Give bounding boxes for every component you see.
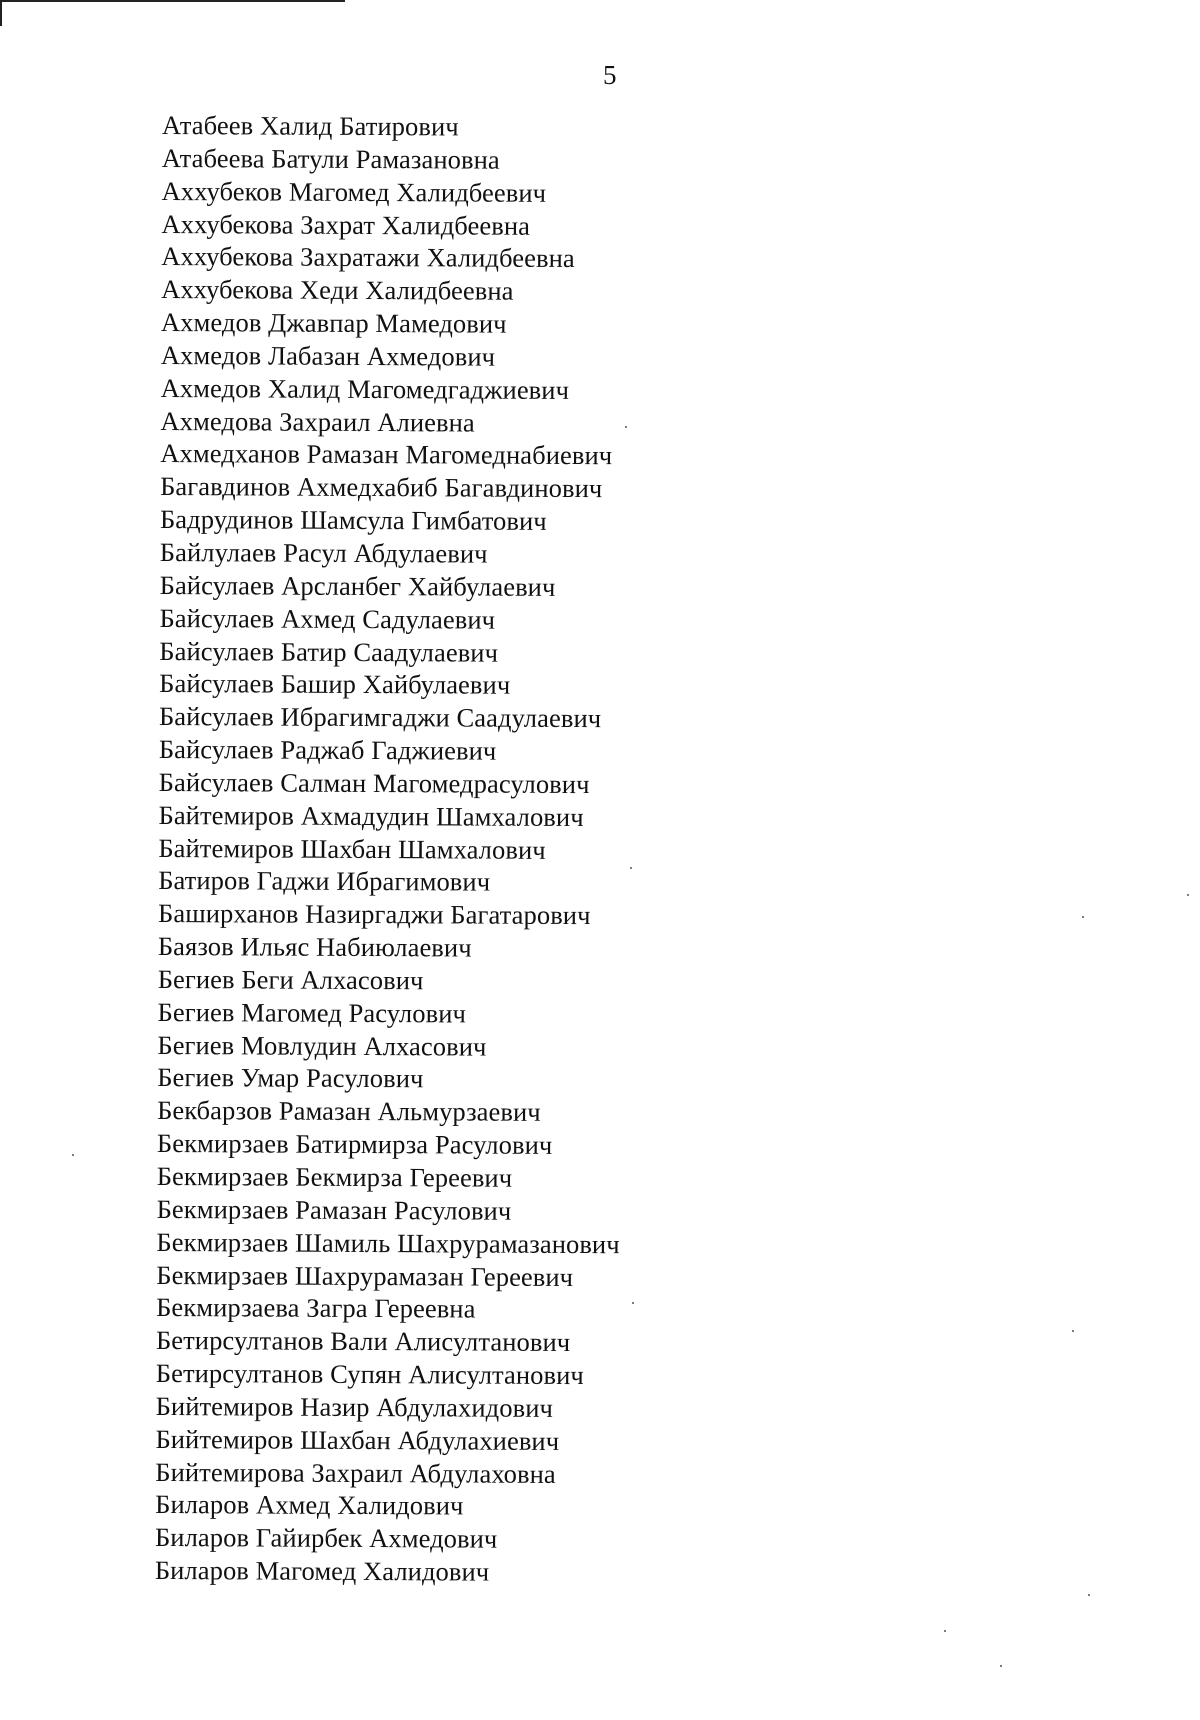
name-entry: Биларов Магомед Халидович [154, 1555, 490, 1587]
scan-speck [1082, 916, 1084, 918]
name-entry: Бекмирзаев Бекмирза Гереевич [156, 1160, 513, 1193]
name-entry: Бетирсултанов Вали Алисултанович [155, 1325, 571, 1358]
name-entry: Байлулаев Расул Абдулаевич [159, 536, 488, 569]
name-entry: Ахмедова Захраил Алиевна [160, 405, 475, 438]
name-entry: Атабеева Батули Рамазановна [161, 142, 500, 175]
name-entry: Бийтемиров Назир Абдулахидович [155, 1390, 554, 1423]
name-entry: Бегиев Умар Расулович [157, 1062, 424, 1094]
name-entry: Багавдинов Ахмедхабиб Багавдинович [160, 471, 603, 504]
scan-border-left [0, 0, 2, 26]
names-list [155, 109, 625, 1589]
scan-speck [944, 1630, 946, 1632]
name-entry: Аххубекова Захратажи Халидбеевна [161, 241, 575, 274]
scan-speck [625, 426, 627, 428]
name-entry: Байсулаев Арсланбег Хайбулаевич [159, 569, 556, 602]
name-entry: Бекмирзаев Рамазан Расулович [156, 1193, 512, 1226]
name-entry: Бадрудинов Шамсула Гимбатович [159, 504, 547, 537]
name-entry: Ахмедов Джавпар Мамедович [160, 307, 507, 339]
name-entry: Ахмедов Лабазан Ахмедович [160, 339, 496, 372]
name-entry: Бекмирзаева Загра Гереевна [156, 1292, 476, 1324]
name-entry: Байтемиров Шахбан Шамхалович [158, 832, 546, 865]
name-entry: Ахмедханов Рамазан Магомеднабиевич [160, 438, 613, 471]
name-entry: Баширханов Назиргаджи Багатарович [157, 898, 591, 931]
name-entry: Аххубекова Хеди Халидбеевна [161, 274, 514, 306]
scan-speck [632, 1302, 634, 1304]
name-entry: Биларов Гайирбек Ахмедович [154, 1522, 498, 1554]
name-entry: Биларов Ахмед Халидович [155, 1489, 464, 1521]
name-entry: Батиров Гаджи Ибрагимович [158, 865, 491, 898]
name-entry: Байсулаев Раджаб Гаджиевич [158, 734, 497, 766]
scan-speck [1088, 1594, 1090, 1596]
name-entry: Бекмирзаев Батирмирза Расулович [156, 1128, 553, 1161]
scan-speck [1072, 1330, 1074, 1332]
name-entry: Бекбарзов Рамазан Альмурзаевич [157, 1095, 541, 1128]
name-entry: Бийтемирова Захраил Абдулаховна [155, 1456, 556, 1489]
scan-speck [72, 1154, 74, 1156]
name-entry: Бекмирзаев Шамиль Шахрурамазанович [156, 1226, 620, 1259]
page-number: 5 [603, 60, 617, 90]
scan-speck [630, 867, 632, 869]
name-entry: Бетирсултанов Супян Алисултанович [155, 1358, 584, 1391]
scan-speck [1187, 894, 1189, 896]
name-entry: Аххубеков Магомед Халидбеевич [161, 175, 547, 208]
scan-border-top [0, 0, 345, 2]
name-entry: Бегиев Беги Алхасович [157, 963, 424, 996]
name-entry: Байтемиров Ахмадудин Шамхалович [158, 799, 584, 832]
name-entry: Бегиев Мовлудин Алхасович [157, 1029, 487, 1062]
name-entry: Байсулаев Салман Магомедрасулович [158, 766, 590, 799]
name-entry: Аххубекова Захрат Халидбеевна [161, 208, 531, 241]
name-entry: Ахмедов Халид Магомедгаджиевич [160, 372, 570, 405]
name-entry: Атабеев Халид Батирович [161, 109, 459, 142]
name-entry: Баязов Ильяс Набиюлаевич [157, 931, 472, 963]
name-entry: Байсулаев Башир Хайбулаевич [159, 668, 511, 701]
scan-speck [1000, 1665, 1002, 1667]
name-entry: Бийтемиров Шахбан Абдулахиевич [155, 1423, 560, 1456]
name-entry: Бегиев Магомед Расулович [157, 996, 467, 1029]
name-entry: Байсулаев Ибрагимгаджи Саадулаевич [158, 701, 602, 734]
name-entry: Байсулаев Ахмед Садулаевич [159, 602, 496, 635]
name-entry: Байсулаев Батир Саадулаевич [159, 635, 499, 668]
name-entry: Бекмирзаев Шахрурамазан Гереевич [156, 1259, 574, 1292]
